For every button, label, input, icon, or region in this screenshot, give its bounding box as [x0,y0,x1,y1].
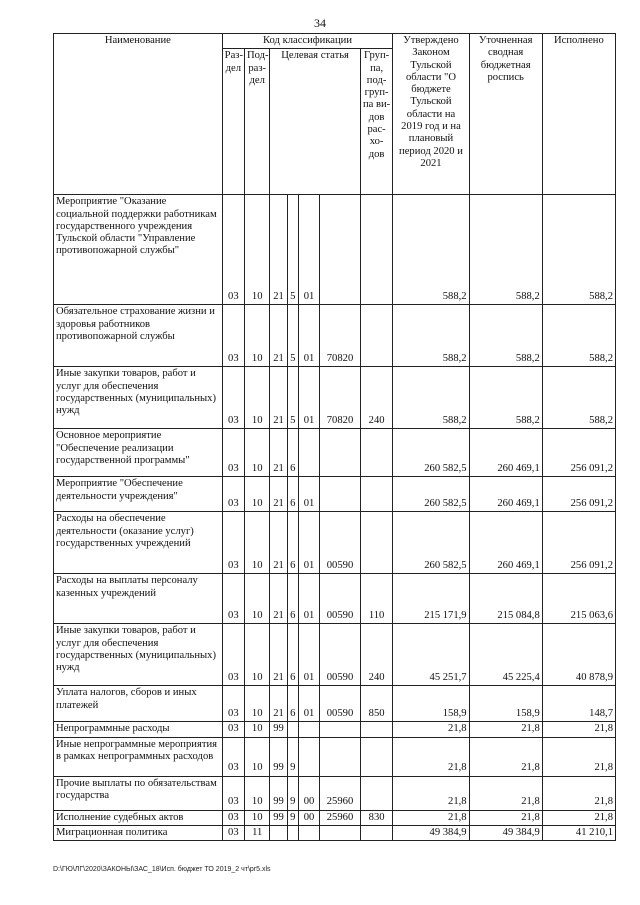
refined-value: 21,8 [469,737,542,776]
group-code: 850 [360,686,393,722]
table-row [54,776,616,810]
target-code-3: 01 [298,477,319,512]
target-code-1: 99 [270,810,287,825]
refined-value: 260 469,1 [469,512,542,574]
target-code-2: 9 [287,810,298,825]
executed-value: 256 091,2 [542,429,615,477]
target-code-1: 21 [270,624,287,686]
approved-value: 260 582,5 [393,512,469,574]
row-name: Иные закупки товаров, работ и услуг для обеспечения государственных (муниципальных) нужд [54,624,223,686]
table-row [54,305,616,367]
target-code-4 [320,195,361,305]
approved-value: 49 384,9 [393,825,469,840]
target-code-2: 5 [287,195,298,305]
target-code-4: 00590 [320,624,361,686]
target-code-3: 01 [298,574,319,624]
file-path-footer: D:\ГЮ\ЛГ\2020\ЗАКОНЫ\ЗАС_18\Исп. бюджет ТО 2019_2 чт\pr5.xls [53,866,271,873]
group-code: 830 [360,810,393,825]
row-name: Миграционная политика [54,825,223,840]
section-code: 03 [222,776,244,810]
target-code-4: 70820 [320,367,361,429]
target-code-2: 6 [287,574,298,624]
target-code-2: 6 [287,686,298,722]
target-code-2 [287,722,298,737]
table-row [54,722,616,737]
target-code-4: 00590 [320,512,361,574]
target-code-3: 00 [298,810,319,825]
section-code: 03 [222,305,244,367]
table-row [54,195,616,305]
section-code: 03 [222,512,244,574]
row-name: Расходы на выплаты персоналу казенных учреждений [54,574,223,624]
table-row [54,825,616,840]
subsection-code: 10 [245,195,270,305]
row-name: Иные закупки товаров, работ и услуг для обеспечения государственных (муниципальных) нужд [54,367,223,429]
target-code-1: 21 [270,686,287,722]
table-row [54,686,616,722]
subsection-code: 10 [245,737,270,776]
row-name: Расходы на обеспечение деятельности (оказание услуг) государственных учреждений [54,512,223,574]
page-number: 34 [314,16,326,30]
target-code-2: 9 [287,737,298,776]
executed-value: 21,8 [542,810,615,825]
target-code-3: 01 [298,305,319,367]
target-code-2: 6 [287,624,298,686]
executed-value: 588,2 [542,367,615,429]
refined-value: 21,8 [469,810,542,825]
target-code-2: 6 [287,477,298,512]
section-code: 03 [222,195,244,305]
section-code: 03 [222,574,244,624]
executed-value: 256 091,2 [542,477,615,512]
refined-value: 260 469,1 [469,477,542,512]
target-code-4 [320,477,361,512]
header-executed: Исполнено [542,34,615,195]
table-body [54,195,616,841]
target-code-3: 01 [298,367,319,429]
group-code [360,477,393,512]
header-subsection: Под-раз-дел [245,49,270,195]
group-code [360,305,393,367]
executed-value: 588,2 [542,305,615,367]
section-code: 03 [222,825,244,840]
target-code-4 [320,722,361,737]
target-code-1: 21 [270,367,287,429]
table-row [54,810,616,825]
group-code [360,776,393,810]
target-code-1: 99 [270,776,287,810]
header-group: Груп-па, под-груп-па ви-дов рас-хо-дов [360,49,393,195]
refined-value: 49 384,9 [469,825,542,840]
approved-value: 260 582,5 [393,429,469,477]
header-target: Целевая статья [270,49,360,195]
row-name: Мероприятие "Обеспечение деятельности учреждения" [54,477,223,512]
target-code-4: 00590 [320,686,361,722]
refined-value: 588,2 [469,195,542,305]
target-code-1: 21 [270,195,287,305]
budget-table [53,33,616,841]
target-code-4: 25960 [320,810,361,825]
header-name: Наименование [54,34,223,195]
approved-value: 21,8 [393,776,469,810]
row-name: Обязательное страхование жизни и здоровья работников противопожарной службы [54,305,223,367]
refined-value: 21,8 [469,722,542,737]
table-row [54,624,616,686]
section-code: 03 [222,722,244,737]
table-row [54,737,616,776]
approved-value: 588,2 [393,195,469,305]
header-approved: Утверждено Законом Тульской области "О бюджете Тульской области на 2019 год и на плановый период 2020 и 2021 [393,34,469,195]
row-name: Основное мероприятие "Обеспечение реализации государственной программы" [54,429,223,477]
row-name: Исполнение судебных актов [54,810,223,825]
approved-value: 45 251,7 [393,624,469,686]
subsection-code: 10 [245,512,270,574]
target-code-1: 21 [270,574,287,624]
row-name: Иные непрограммные мероприятия в рамках непрограммных расходов [54,737,223,776]
target-code-1: 21 [270,512,287,574]
target-code-2: 9 [287,776,298,810]
subsection-code: 10 [245,574,270,624]
target-code-1: 21 [270,305,287,367]
section-code: 03 [222,429,244,477]
table-row [54,512,616,574]
section-code: 03 [222,810,244,825]
target-code-3 [298,722,319,737]
table-row [54,429,616,477]
group-code [360,512,393,574]
refined-value: 260 469,1 [469,429,542,477]
group-code: 240 [360,367,393,429]
subsection-code: 11 [245,825,270,840]
refined-value: 588,2 [469,367,542,429]
row-name: Прочие выплаты по обязательствам государства [54,776,223,810]
target-code-2: 5 [287,305,298,367]
row-name: Мероприятие "Оказание социальной поддержки работникам государственного учреждения Тульской области "Управление противопожарной службы" [54,195,223,305]
subsection-code: 10 [245,429,270,477]
section-code: 03 [222,367,244,429]
target-code-2 [287,825,298,840]
target-code-2: 6 [287,512,298,574]
subsection-code: 10 [245,776,270,810]
approved-value: 260 582,5 [393,477,469,512]
target-code-4 [320,737,361,776]
executed-value: 148,7 [542,686,615,722]
group-code [360,722,393,737]
refined-value: 588,2 [469,305,542,367]
approved-value: 21,8 [393,810,469,825]
executed-value: 40 878,9 [542,624,615,686]
approved-value: 215 171,9 [393,574,469,624]
subsection-code: 10 [245,477,270,512]
target-code-1 [270,825,287,840]
approved-value: 21,8 [393,722,469,737]
section-code: 03 [222,624,244,686]
target-code-1: 21 [270,429,287,477]
table-row [54,574,616,624]
target-code-3: 01 [298,686,319,722]
target-code-1: 99 [270,737,287,776]
header-section: Раз-дел [222,49,244,195]
section-code: 03 [222,737,244,776]
subsection-code: 10 [245,367,270,429]
approved-value: 588,2 [393,367,469,429]
header-refined: Уточненная сводная бюджетная роспись [469,34,542,195]
executed-value: 41 210,1 [542,825,615,840]
subsection-code: 10 [245,810,270,825]
refined-value: 21,8 [469,776,542,810]
approved-value: 158,9 [393,686,469,722]
target-code-3: 01 [298,195,319,305]
group-code [360,195,393,305]
target-code-4: 70820 [320,305,361,367]
approved-value: 588,2 [393,305,469,367]
target-code-3 [298,737,319,776]
target-code-4 [320,429,361,477]
target-code-3 [298,825,319,840]
executed-value: 588,2 [542,195,615,305]
target-code-4 [320,825,361,840]
executed-value: 21,8 [542,776,615,810]
row-name: Непрограммные расходы [54,722,223,737]
target-code-3 [298,429,319,477]
executed-value: 215 063,6 [542,574,615,624]
section-code: 03 [222,477,244,512]
approved-value: 21,8 [393,737,469,776]
section-code: 03 [222,686,244,722]
table-header [54,34,616,195]
target-code-3: 01 [298,624,319,686]
target-code-3: 00 [298,776,319,810]
target-code-4: 00590 [320,574,361,624]
group-code: 110 [360,574,393,624]
target-code-2: 6 [287,429,298,477]
refined-value: 45 225,4 [469,624,542,686]
executed-value: 21,8 [542,737,615,776]
target-code-1: 21 [270,477,287,512]
target-code-4: 25960 [320,776,361,810]
table-row [54,367,616,429]
subsection-code: 10 [245,305,270,367]
subsection-code: 10 [245,722,270,737]
refined-value: 215 084,8 [469,574,542,624]
executed-value: 21,8 [542,722,615,737]
target-code-2: 5 [287,367,298,429]
group-code [360,737,393,776]
target-code-3: 01 [298,512,319,574]
subsection-code: 10 [245,686,270,722]
target-code-1: 99 [270,722,287,737]
group-code: 240 [360,624,393,686]
header-code: Код классификации [222,34,393,49]
refined-value: 158,9 [469,686,542,722]
table-row [54,477,616,512]
row-name: Уплата налогов, сборов и иных платежей [54,686,223,722]
group-code [360,825,393,840]
subsection-code: 10 [245,624,270,686]
executed-value: 256 091,2 [542,512,615,574]
group-code [360,429,393,477]
